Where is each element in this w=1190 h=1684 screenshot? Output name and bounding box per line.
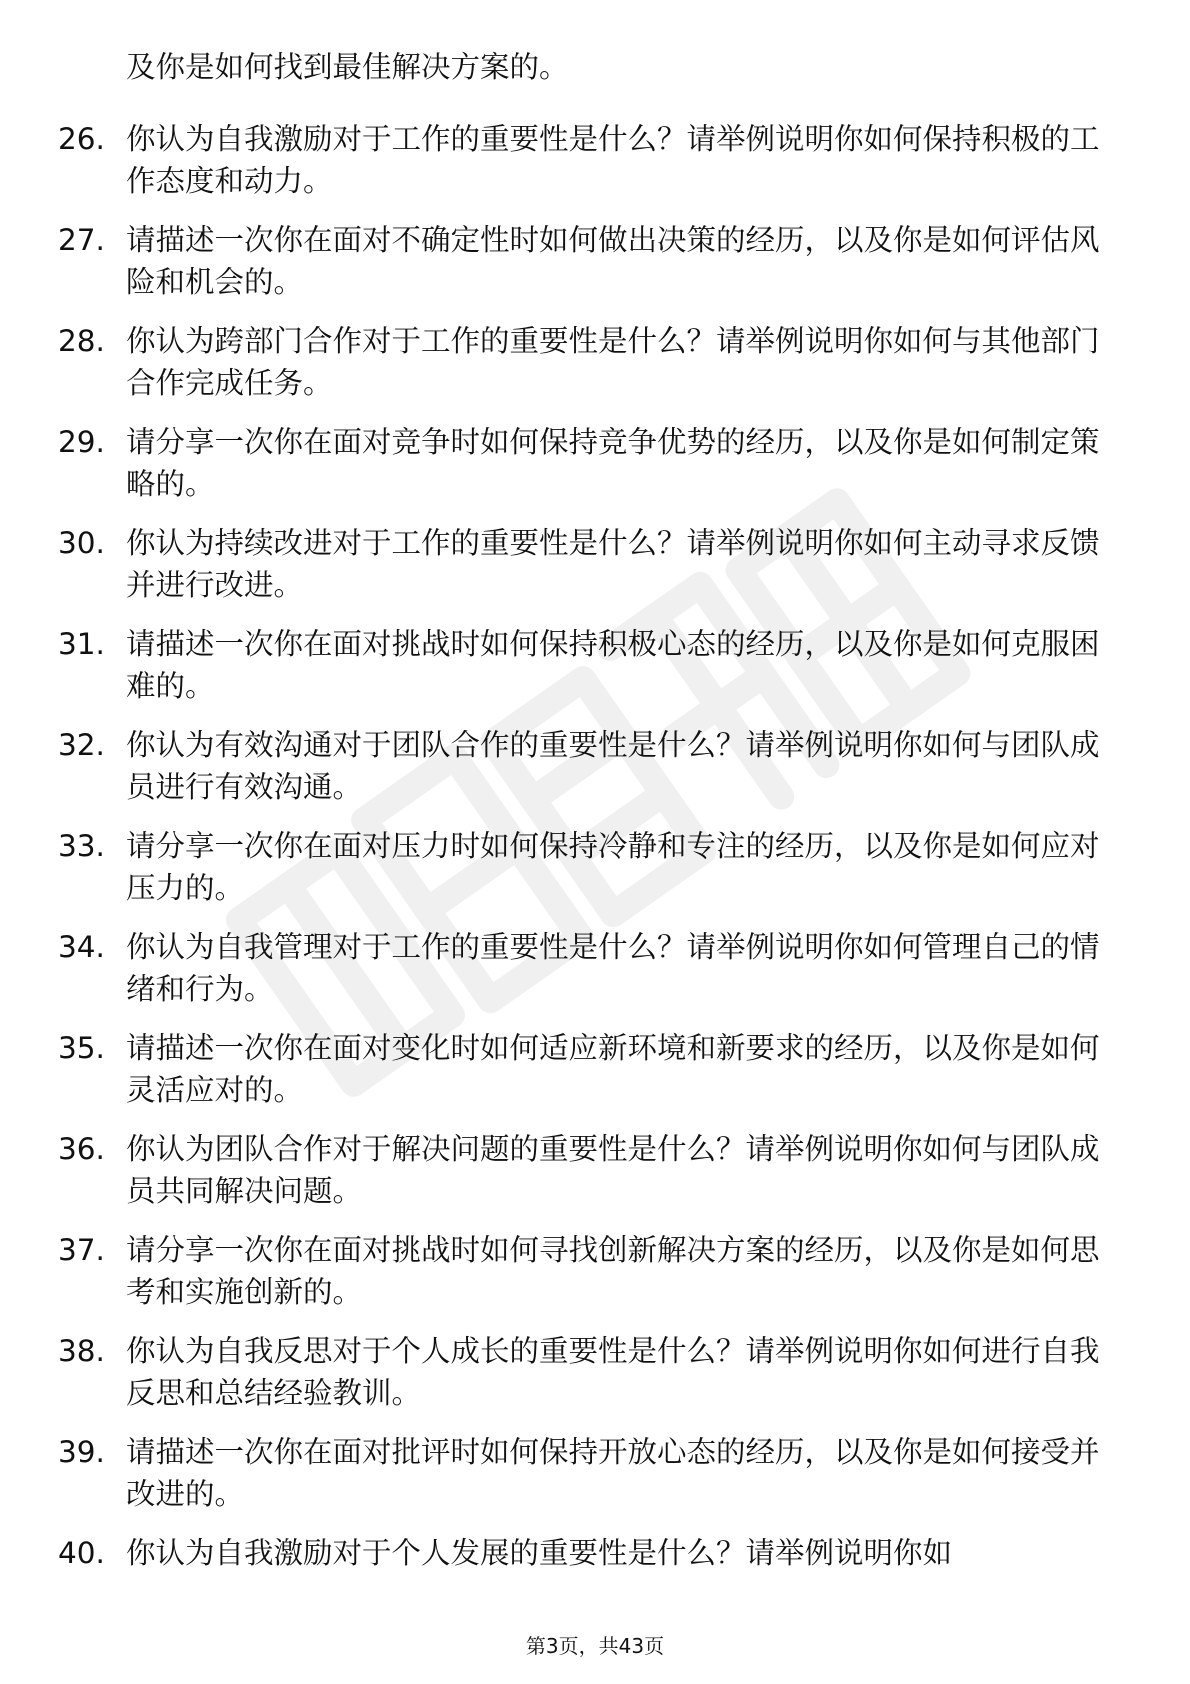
item-number: 36. [58, 1132, 105, 1166]
list-item [58, 1431, 1118, 1515]
item-number: 26. [58, 122, 105, 156]
list-item [58, 1027, 1118, 1111]
continued-text: 及你是如何找到最佳解决方案的。 [126, 50, 569, 84]
item-number: 28. [58, 324, 105, 358]
question-list [58, 46, 1118, 1591]
item-number: 39. [58, 1435, 105, 1469]
item-number: 37. [58, 1233, 105, 1267]
item-text: 你认为有效沟通对于团队合作的重要性是什么？请举例说明你如何与团队成员进行有效沟通。 [126, 728, 1100, 804]
list-item [58, 1330, 1118, 1414]
item-text: 请描述一次你在面对批评时如何保持开放心态的经历，以及你是如何接受并改进的。 [126, 1435, 1100, 1511]
list-item [58, 421, 1118, 505]
item-number: 34. [58, 930, 105, 964]
item-number: 29. [58, 425, 105, 459]
item-text: 请分享一次你在面对挑战时如何寻找创新解决方案的经历，以及你是如何思考和实施创新的。 [126, 1233, 1100, 1309]
item-text: 你认为自我反思对于个人成长的重要性是什么？请举例说明你如何进行自我反思和总结经验教训。 [126, 1334, 1100, 1410]
list-item [58, 623, 1118, 707]
item-text: 你认为自我激励对于工作的重要性是什么？请举例说明你如何保持积极的工作态度和动力。 [126, 122, 1100, 198]
page-footer: 第3页，共43页 [525, 1634, 665, 1658]
item-text: 请分享一次你在面对竞争时如何保持竞争优势的经历，以及你是如何制定策略的。 [126, 425, 1100, 501]
list-item [58, 1229, 1118, 1313]
item-text: 请描述一次你在面对挑战时如何保持积极心态的经历，以及你是如何克服困难的。 [126, 627, 1100, 703]
list-item [58, 118, 1118, 202]
list-item [58, 926, 1118, 1010]
item-number: 40. [58, 1536, 105, 1570]
item-text: 你认为持续改进对于工作的重要性是什么？请举例说明你如何主动寻求反馈并进行改进。 [126, 526, 1100, 602]
item-number: 35. [58, 1031, 105, 1065]
item-number: 32. [58, 728, 105, 762]
list-item [58, 320, 1118, 404]
item-text: 你认为自我激励对于个人发展的重要性是什么？请举例说明你如 [126, 1536, 953, 1570]
item-text: 你认为团队合作对于解决问题的重要性是什么？请举例说明你如何与团队成员共同解决问题。 [126, 1132, 1100, 1208]
item-number: 33. [58, 829, 105, 863]
list-item [58, 825, 1118, 909]
list-item [58, 219, 1118, 303]
item-text: 你认为跨部门合作对于工作的重要性是什么？请举例说明你如何与其他部门合作完成任务。 [126, 324, 1100, 400]
item-text: 请描述一次你在面对不确定性时如何做出决策的经历，以及你是如何评估风险和机会的。 [126, 223, 1100, 299]
item-number: 31. [58, 627, 105, 661]
list-item [58, 724, 1118, 808]
item-text: 请分享一次你在面对压力时如何保持冷静和专注的经历，以及你是如何应对压力的。 [126, 829, 1100, 905]
item-number: 30. [58, 526, 105, 560]
item-text: 你认为自我管理对于工作的重要性是什么？请举例说明你如何管理自己的情绪和行为。 [126, 930, 1100, 1006]
item-text: 请描述一次你在面对变化时如何适应新环境和新要求的经历，以及你是如何灵活应对的。 [126, 1031, 1100, 1107]
list-item [58, 522, 1118, 606]
list-item [58, 1532, 1118, 1574]
item-number: 27. [58, 223, 105, 257]
item-number: 38. [58, 1334, 105, 1368]
list-item [58, 1128, 1118, 1212]
